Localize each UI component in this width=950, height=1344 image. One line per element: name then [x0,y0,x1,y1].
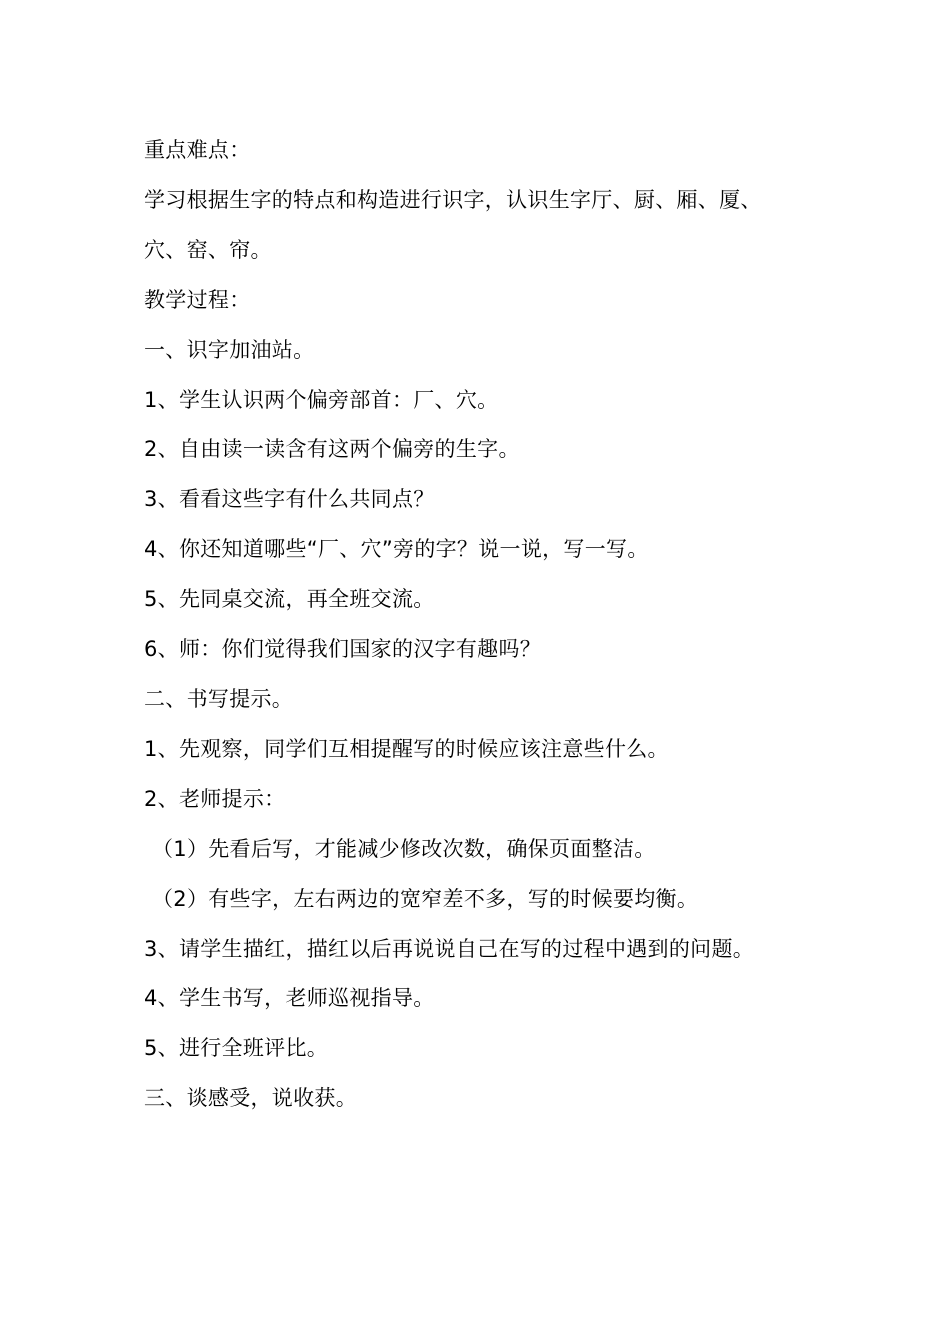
list-item: 4、学生书写，老师巡视指导。 [144,986,435,1011]
list-item: 3、请学生描红，描红以后再说说自己在写的过程中遇到的问题。 [144,936,755,961]
list-item: 1、先观察，同学们互相提醒写的时候应该注意些什么。 [144,736,669,761]
list-item: 6、师：你们觉得我们国家的汉字有趣吗？ [144,637,542,662]
section-heading-3: 三、谈感受，说收获。 [144,1086,357,1111]
list-item: 5、进行全班评比。 [144,1036,329,1061]
paragraph-key-points-1: 学习根据生字的特点和构造进行识字，认识生字厅、厨、厢、厦、 [144,187,762,212]
heading-teaching-process: 教学过程： [144,287,251,312]
sub-list-item: （1）先看后写，才能减少修改次数，确保页面整洁。 [152,836,656,861]
list-item: 2、老师提示： [144,786,286,811]
document-body [144,126,824,1124]
section-heading-2: 二、书写提示。 [144,686,294,711]
list-item: 3、看看这些字有什么共同点？ [144,487,435,512]
list-item: 1、学生认识两个偏旁部首：厂、穴。 [144,387,499,412]
list-item: 4、你还知道哪些“厂、穴”旁的字？说一说，写一写。 [144,537,649,562]
sub-list-item: （2）有些字，左右两边的宽窄差不多，写的时候要均衡。 [152,886,699,911]
section-heading-1: 一、识字加油站。 [144,337,315,362]
paragraph-key-points-2: 穴、窑、帘。 [144,237,272,262]
list-item: 5、先同桌交流，再全班交流。 [144,587,435,612]
list-item: 2、自由读一读含有这两个偏旁的生字。 [144,437,520,462]
heading-key-points: 重点难点： [144,138,251,162]
